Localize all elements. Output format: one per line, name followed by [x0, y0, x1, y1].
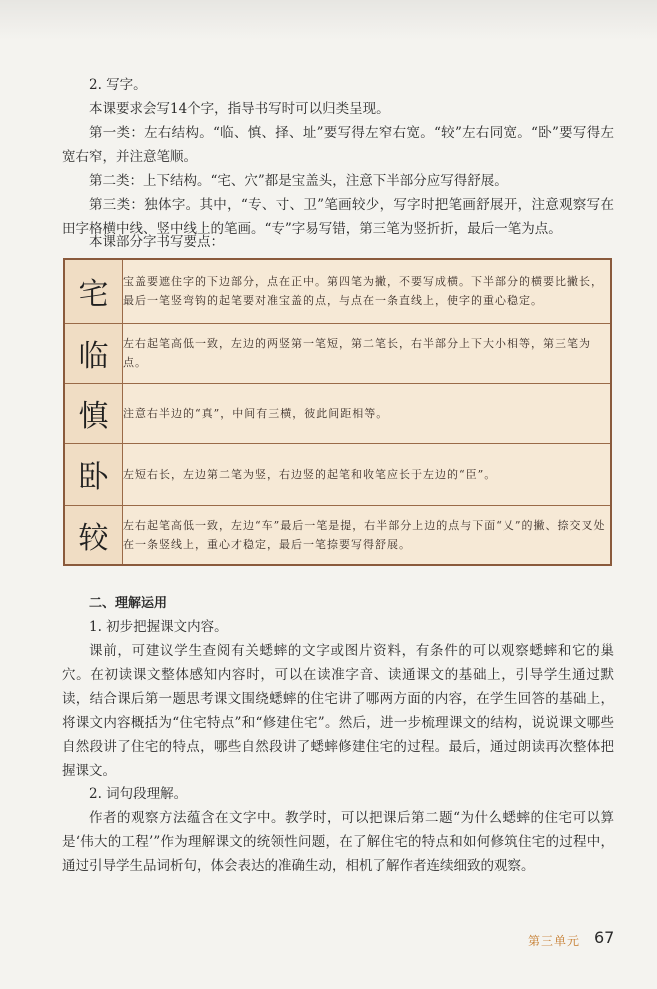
character-description: 左右起笔高低一致，左边的两竖第一笔短，第二笔长，右半部分上下大小相等，第三笔为点。 [123, 323, 612, 383]
character-cell: 卧 [64, 443, 123, 505]
unit-label: 第三单元 [528, 934, 581, 948]
writing-intro: 本课要求会写14个字，指导书写时可以归类呈现。 [89, 101, 390, 117]
subsection-1-heading: 1. 初步把握课文内容。 [89, 619, 228, 635]
table-row [64, 383, 611, 443]
character-description: 宝盖要遮住字的下边部分，点在正中。第四笔为撇，不要写成横。下半部分的横要比撇长，最后一笔竖弯钩的起笔要对准宝盖的点，与点在一条直线上，使字的重心稳定。 [123, 259, 612, 323]
character-description: 左右起笔高低一致，左边“车”最后一笔是提，右半部分上边的点与下面“乂”的撇、捺交叉处在一条竖线上，重心才稳定，最后一笔捺要写得舒展。 [123, 505, 612, 565]
character-cell: 较 [64, 505, 123, 565]
character-cell: 宅 [64, 259, 123, 323]
table-row [64, 443, 611, 505]
section-title: 二、理解运用 [89, 596, 168, 611]
paragraph-2: 作者的观察方法蕴含在文字中。教学时，可以把课后第二题“为什么蟋蟀的住宅可以算是‘伟大的工程’”作为理解课文的统领性问题，在了解住宅的特点和如何修筑住宅的过程中，通过引导学生品词析句，体会表达的准确生动，相机了解作者连续细致的观察。 [62, 810, 614, 874]
page-number: 67 [594, 928, 615, 947]
character-description: 注意右半边的“真”，中间有三横，彼此间距相等。 [123, 383, 612, 443]
character-description: 左短右长，左边第二笔为竖，右边竖的起笔和收笔应长于左边的“臣”。 [123, 443, 612, 505]
character-cell: 慎 [64, 383, 123, 443]
writing-type3: 第三类：独体字。其中，“专、寸、卫”笔画较少，写字时把笔画舒展开，注意观察写在田字格横中线、竖中线上的笔画。“专”字易写错，第三笔为竖折折，最后一笔为点。 [62, 197, 614, 237]
paragraph-1: 课前，可建议学生查阅有关蟋蟀的文字或图片资料，有条件的可以观察蟋蟀和它的巢穴。在初读课文整体感知内容时，可以在读准字音、读通课文的基础上，引导学生通过默读，结合课后第一题思考课文围绕蟋蟀的住宅讲了哪两方面的内容，在学生回答的基础上，将课文内容概括为“住宅特点”和“修建住宅”。然后，进一步梳理课文的结构，说说课文哪些自然段讲了住宅的特点，哪些自然段讲了蟋蟀修建住宅的过程。最后，通过朗读再次整体把握课文。 [62, 643, 614, 779]
character-writing-table [63, 258, 612, 566]
writing-type1: 第一类：左右结构。“临、慎、择、址”要写得左窄右宽。“较”左右同宽。“卧”要写得左宽右窄，并注意笔顺。 [62, 125, 614, 165]
table-row [64, 505, 611, 565]
table-intro: 本课部分字书写要点： [89, 234, 224, 250]
table-row [64, 259, 611, 323]
writing-heading: 2. 写字。 [89, 77, 147, 93]
character-cell: 临 [64, 323, 123, 383]
table-row [64, 323, 611, 383]
writing-type2: 第二类：上下结构。“宅、穴”都是宝盖头，注意下半部分应写得舒展。 [89, 173, 508, 189]
subsection-2-heading: 2. 词句段理解。 [89, 786, 188, 802]
page-top-shadow [0, 0, 657, 40]
